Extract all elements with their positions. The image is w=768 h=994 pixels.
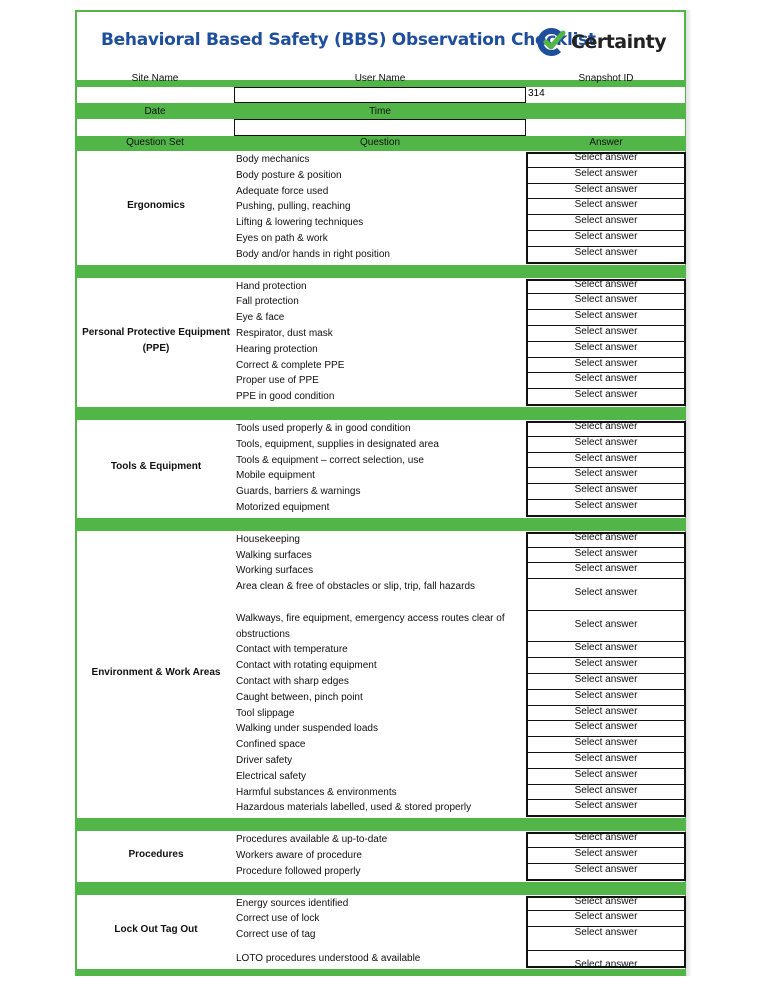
answer-select[interactable]: Select answer bbox=[574, 847, 638, 859]
answer-select[interactable]: Select answer bbox=[574, 618, 638, 630]
question-text: Caught between, pinch point bbox=[236, 691, 363, 703]
answer-select[interactable]: Select answer bbox=[574, 484, 638, 496]
answer-select[interactable]: Select answer bbox=[574, 215, 638, 227]
section-name-line: (PPE) bbox=[142, 342, 170, 354]
logo-text: Certainty bbox=[571, 31, 667, 53]
question-text: Tools & equipment – correct selection, use bbox=[236, 454, 424, 466]
answer-select[interactable]: Select answer bbox=[574, 341, 638, 353]
answer-select[interactable]: Select answer bbox=[574, 183, 638, 195]
answer-select[interactable]: Select answer bbox=[574, 658, 638, 670]
site-name-field[interactable] bbox=[77, 87, 234, 103]
question-text: Energy sources identified bbox=[236, 897, 349, 909]
answer-select[interactable]: Select answer bbox=[574, 768, 638, 780]
question-text: Guards, barriers & warnings bbox=[236, 486, 361, 498]
question-text: Eyes on path & work bbox=[236, 233, 328, 244]
answer-select[interactable]: Select answer bbox=[574, 563, 638, 575]
answer-select[interactable]: Select answer bbox=[574, 310, 638, 322]
answer-select[interactable]: Select answer bbox=[574, 547, 638, 559]
answer-divider bbox=[527, 950, 685, 951]
answer-select[interactable]: Select answer bbox=[574, 389, 638, 401]
question-text: Respirator, dust mask bbox=[236, 328, 333, 339]
answer-select[interactable]: Select answer bbox=[574, 832, 638, 844]
snapshot-id-field[interactable]: 314 bbox=[526, 87, 685, 103]
answer-select[interactable]: Select answer bbox=[574, 911, 638, 923]
question-text: Contact with sharp edges bbox=[236, 676, 349, 687]
question-text: Area clean & free of obstacles or slip, trip, fall hazards bbox=[236, 581, 476, 593]
answer-select[interactable]: Select answer bbox=[574, 927, 638, 939]
answer-select[interactable]: Select answer bbox=[574, 468, 638, 480]
answer-select[interactable]: Select answer bbox=[574, 721, 638, 733]
answer-divider bbox=[527, 610, 685, 611]
question-text: Walkways, fire equipment, emergency access routes clear of obstructions bbox=[236, 612, 505, 640]
question-text: Hazardous materials labelled, used & stored properly bbox=[236, 802, 472, 814]
date-label: Date bbox=[144, 106, 166, 117]
answer-select[interactable]: Select answer bbox=[574, 784, 638, 796]
column-question: Question bbox=[359, 137, 401, 148]
question-text: Tools, equipment, supplies in designated area bbox=[236, 438, 439, 450]
answer-select[interactable]: Select answer bbox=[574, 357, 638, 369]
question-text: LOTO procedures understood & available bbox=[236, 953, 421, 964]
question-text: Contact with rotating equipment bbox=[236, 660, 377, 672]
question-text: Working surfaces bbox=[236, 565, 314, 577]
question-text: Hearing protection bbox=[236, 343, 318, 355]
answer-select[interactable]: Select answer bbox=[574, 436, 638, 448]
section-name: Lock Out Tag Out bbox=[114, 924, 198, 936]
section-name: Tools & Equipment bbox=[110, 461, 202, 473]
question-text: Correct & complete PPE bbox=[236, 359, 345, 371]
question-text: Procedures available & up-to-date bbox=[236, 834, 388, 846]
answer-select[interactable]: Select answer bbox=[574, 246, 638, 258]
question-text: Confined space bbox=[236, 739, 306, 751]
page-shadow bbox=[686, 10, 692, 976]
section-name bbox=[79, 325, 233, 357]
answer-select[interactable]: Select answer bbox=[574, 587, 638, 598]
question-text: Walking surfaces bbox=[236, 549, 312, 561]
answer-select[interactable]: Select answer bbox=[574, 800, 638, 812]
question-text: Body posture & position bbox=[236, 169, 342, 181]
user-name-field[interactable] bbox=[234, 87, 526, 103]
blank-field bbox=[526, 119, 685, 136]
question-text: Eye & face bbox=[236, 312, 285, 324]
question-text: Proper use of PPE bbox=[236, 375, 319, 387]
answer-select[interactable]: Select answer bbox=[574, 420, 638, 432]
question-text: Lifting & lowering techniques bbox=[236, 217, 364, 229]
answer-select[interactable]: Select answer bbox=[574, 151, 638, 163]
answer-select[interactable]: Select answer bbox=[574, 642, 638, 654]
question-text: Walking under suspended loads bbox=[236, 723, 378, 735]
answer-select[interactable]: Select answer bbox=[574, 499, 638, 511]
answer-select[interactable]: Select answer bbox=[574, 325, 638, 337]
certainty-logo-icon bbox=[537, 28, 567, 56]
question-text: Contact with temperature bbox=[236, 644, 348, 656]
section-name: Procedures bbox=[128, 848, 184, 860]
answer-select[interactable]: Select answer bbox=[574, 452, 638, 464]
time-field[interactable] bbox=[234, 119, 526, 136]
site-name-label: Site Name bbox=[131, 73, 179, 84]
question-text: Tool slippage bbox=[236, 707, 295, 719]
answer-select[interactable]: Select answer bbox=[574, 167, 638, 179]
column-question-set: Question Set bbox=[126, 137, 184, 148]
section-name: Environment & Work Areas bbox=[91, 667, 221, 678]
answer-select[interactable]: Select answer bbox=[574, 373, 638, 385]
question-text: Body and/or hands in right position bbox=[236, 248, 390, 260]
question-text: Correct use of tag bbox=[236, 929, 316, 941]
question-text: Workers aware of procedure bbox=[236, 850, 362, 861]
answer-select[interactable]: Select answer bbox=[574, 199, 638, 211]
question-text: Driver safety bbox=[236, 755, 293, 766]
question-text: Mobile equipment bbox=[236, 470, 315, 482]
question-text: Tools used properly & in good condition bbox=[236, 423, 411, 434]
answer-select[interactable]: Select answer bbox=[574, 531, 638, 543]
column-answer: Answer bbox=[589, 137, 623, 148]
section-name-line: Personal Protective Equipment bbox=[82, 326, 230, 338]
question-text: Hand protection bbox=[236, 280, 307, 292]
snapshot-id-label: Snapshot ID bbox=[578, 73, 634, 84]
answer-select[interactable]: Select answer bbox=[574, 895, 638, 907]
question-text: Procedure followed properly bbox=[236, 865, 361, 877]
question-text: Housekeeping bbox=[236, 533, 300, 545]
answer-select[interactable]: Select answer bbox=[574, 278, 638, 290]
question-text: Fall protection bbox=[236, 296, 299, 308]
date-field[interactable] bbox=[77, 119, 234, 136]
user-name-label: User Name bbox=[354, 73, 406, 84]
answer-select[interactable]: Select answer bbox=[574, 294, 638, 306]
question-text: Body mechanics bbox=[236, 154, 310, 165]
answer-select[interactable]: Select answer bbox=[574, 752, 638, 764]
answer-select[interactable]: Select answer bbox=[574, 705, 638, 717]
question-text: Pushing, pulling, reaching bbox=[236, 201, 351, 213]
time-label: Time bbox=[369, 106, 391, 117]
question-text: Motorized equipment bbox=[236, 502, 330, 513]
answer-select[interactable]: Select answer bbox=[574, 230, 638, 242]
answer-divider bbox=[527, 578, 685, 579]
question-text: Adequate force used bbox=[236, 185, 329, 197]
header bbox=[77, 12, 684, 80]
logo bbox=[537, 26, 666, 58]
answer-select[interactable]: Select answer bbox=[574, 958, 638, 970]
question-text: PPE in good condition bbox=[236, 391, 335, 403]
answer-select[interactable]: Select answer bbox=[574, 673, 638, 685]
section-name: Ergonomics bbox=[127, 200, 185, 212]
answer-select[interactable]: Select answer bbox=[574, 863, 638, 875]
answer-select[interactable]: Select answer bbox=[574, 689, 638, 701]
question-text: Electrical safety bbox=[236, 770, 307, 782]
question-text: Harmful substances & environments bbox=[236, 786, 397, 798]
page-title: Behavioral Based Safety (BBS) Observation Checklist bbox=[101, 30, 596, 50]
question-text: Correct use of lock bbox=[236, 913, 320, 925]
answer-select[interactable]: Select answer bbox=[574, 737, 638, 749]
